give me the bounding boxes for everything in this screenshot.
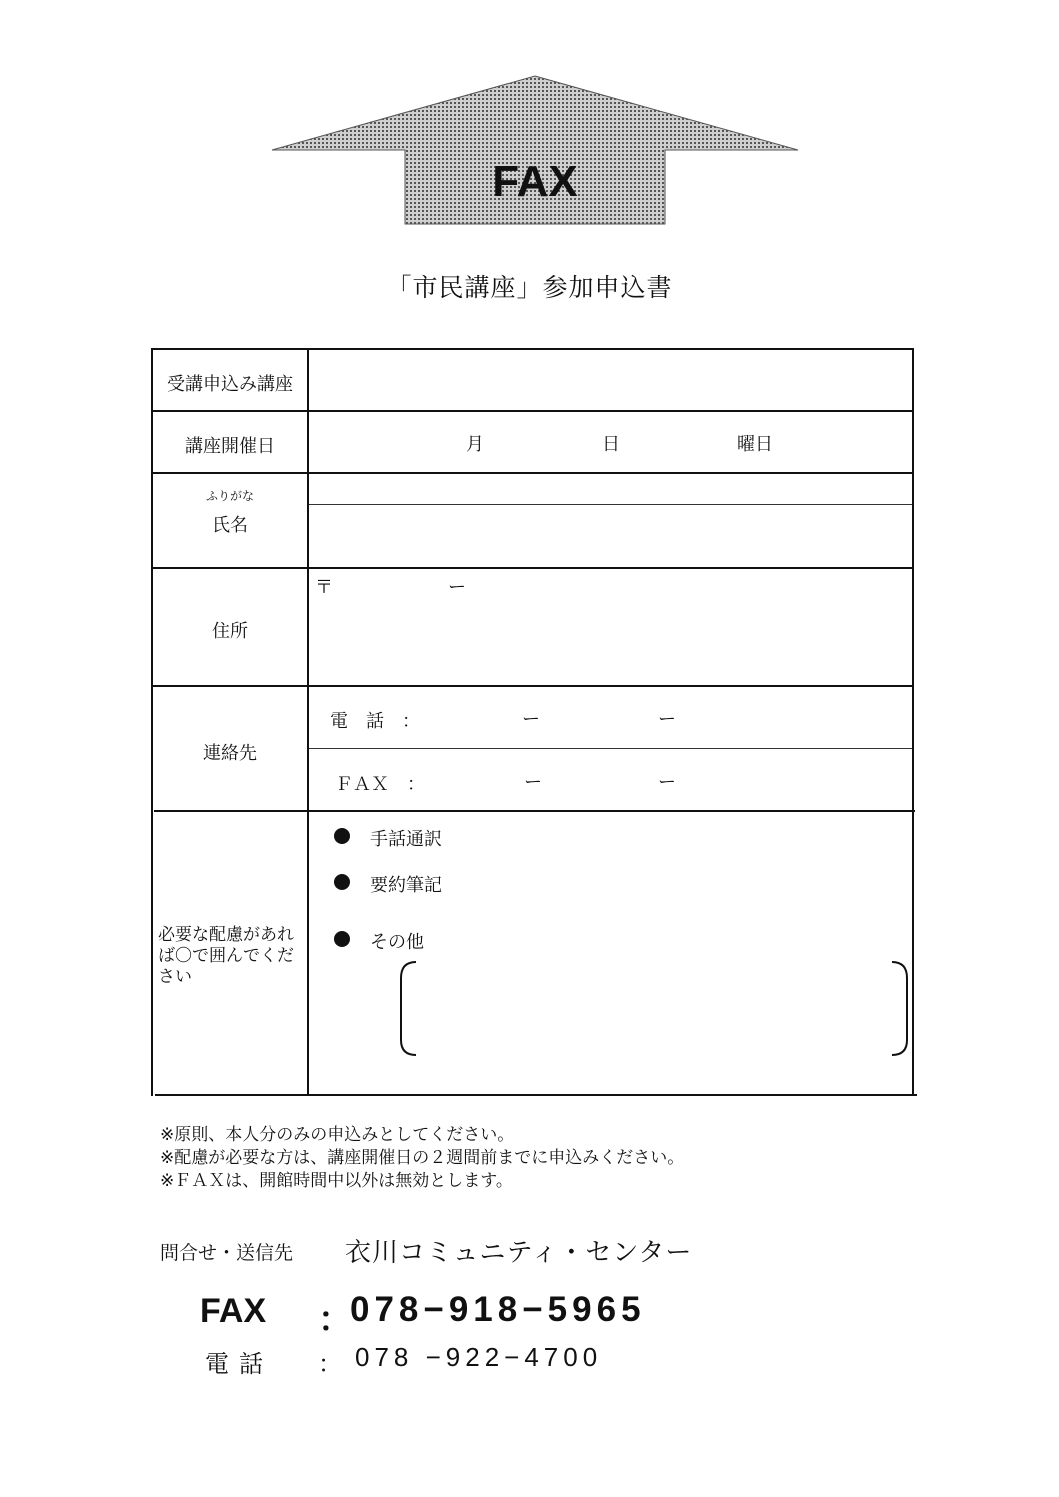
option-sign-language[interactable]: 手話通訳 [370, 829, 442, 850]
consideration-label: 必要な配慮があれば〇で囲んでください [158, 925, 294, 987]
tel-number-key: 電話 [205, 1350, 273, 1378]
name-field[interactable] [310, 506, 910, 566]
form-title: 「市民講座」参加申込書 [386, 273, 673, 302]
course-label: 受講申込み講座 [167, 374, 293, 395]
tel-number: 078 −922−4700 [355, 1342, 603, 1372]
tel-dash-1: ー [522, 709, 540, 730]
fax-field[interactable] [430, 752, 908, 808]
bullet-icon [334, 931, 350, 947]
tel-dash-2: ー [658, 709, 676, 730]
date-label: 講座開催日 [185, 436, 275, 457]
fax-label: ＦＡＸ ： [335, 774, 425, 795]
name-label: 氏名 [212, 515, 248, 536]
fax-banner-label: FAX [492, 157, 578, 206]
tel-field[interactable] [430, 690, 908, 746]
address-field[interactable] [310, 570, 910, 684]
postal-dash: ー [448, 577, 466, 598]
fax-arrow-banner [270, 74, 800, 229]
bullet-icon [334, 874, 350, 890]
note-1: ※原則、本人分のみの申込みとしてください。 [160, 1125, 515, 1145]
fax-dash-2: ー [658, 772, 676, 793]
bullet-icon [334, 828, 350, 844]
center-name: 衣川コミュニティ・センター [345, 1238, 693, 1268]
furigana-field[interactable] [310, 475, 910, 503]
month-label: 月 [466, 434, 484, 455]
name-ruby-label: ふりがな [205, 489, 254, 503]
weekday-label: 曜日 [737, 434, 773, 455]
tel-colon: ： [318, 1350, 342, 1378]
fax-number-key: FAX [200, 1292, 267, 1330]
fax-number: 078−918−5965 [350, 1290, 646, 1329]
option-summary-writing[interactable]: 要約筆記 [370, 875, 442, 896]
fax-colon: ： [318, 1301, 352, 1339]
tel-label: 電 話 ： [330, 711, 420, 732]
inquiry-label: 問合せ・送信先 [160, 1242, 294, 1264]
fax-dash-1: ー [524, 772, 542, 793]
address-label: 住所 [212, 621, 248, 642]
note-3: ※ＦＡＸは、開館時間中以外は無効とします。 [160, 1171, 513, 1191]
other-bracket-field[interactable] [396, 958, 912, 1060]
note-2: ※配慮が必要な方は、講座開催日の２週間前までに申込みください。 [160, 1148, 685, 1168]
course-field[interactable] [310, 351, 910, 409]
option-other[interactable]: その他 [370, 932, 424, 953]
postal-mark: 〒 [315, 577, 333, 598]
day-label: 日 [602, 434, 620, 455]
contact-label: 連絡先 [203, 743, 257, 764]
